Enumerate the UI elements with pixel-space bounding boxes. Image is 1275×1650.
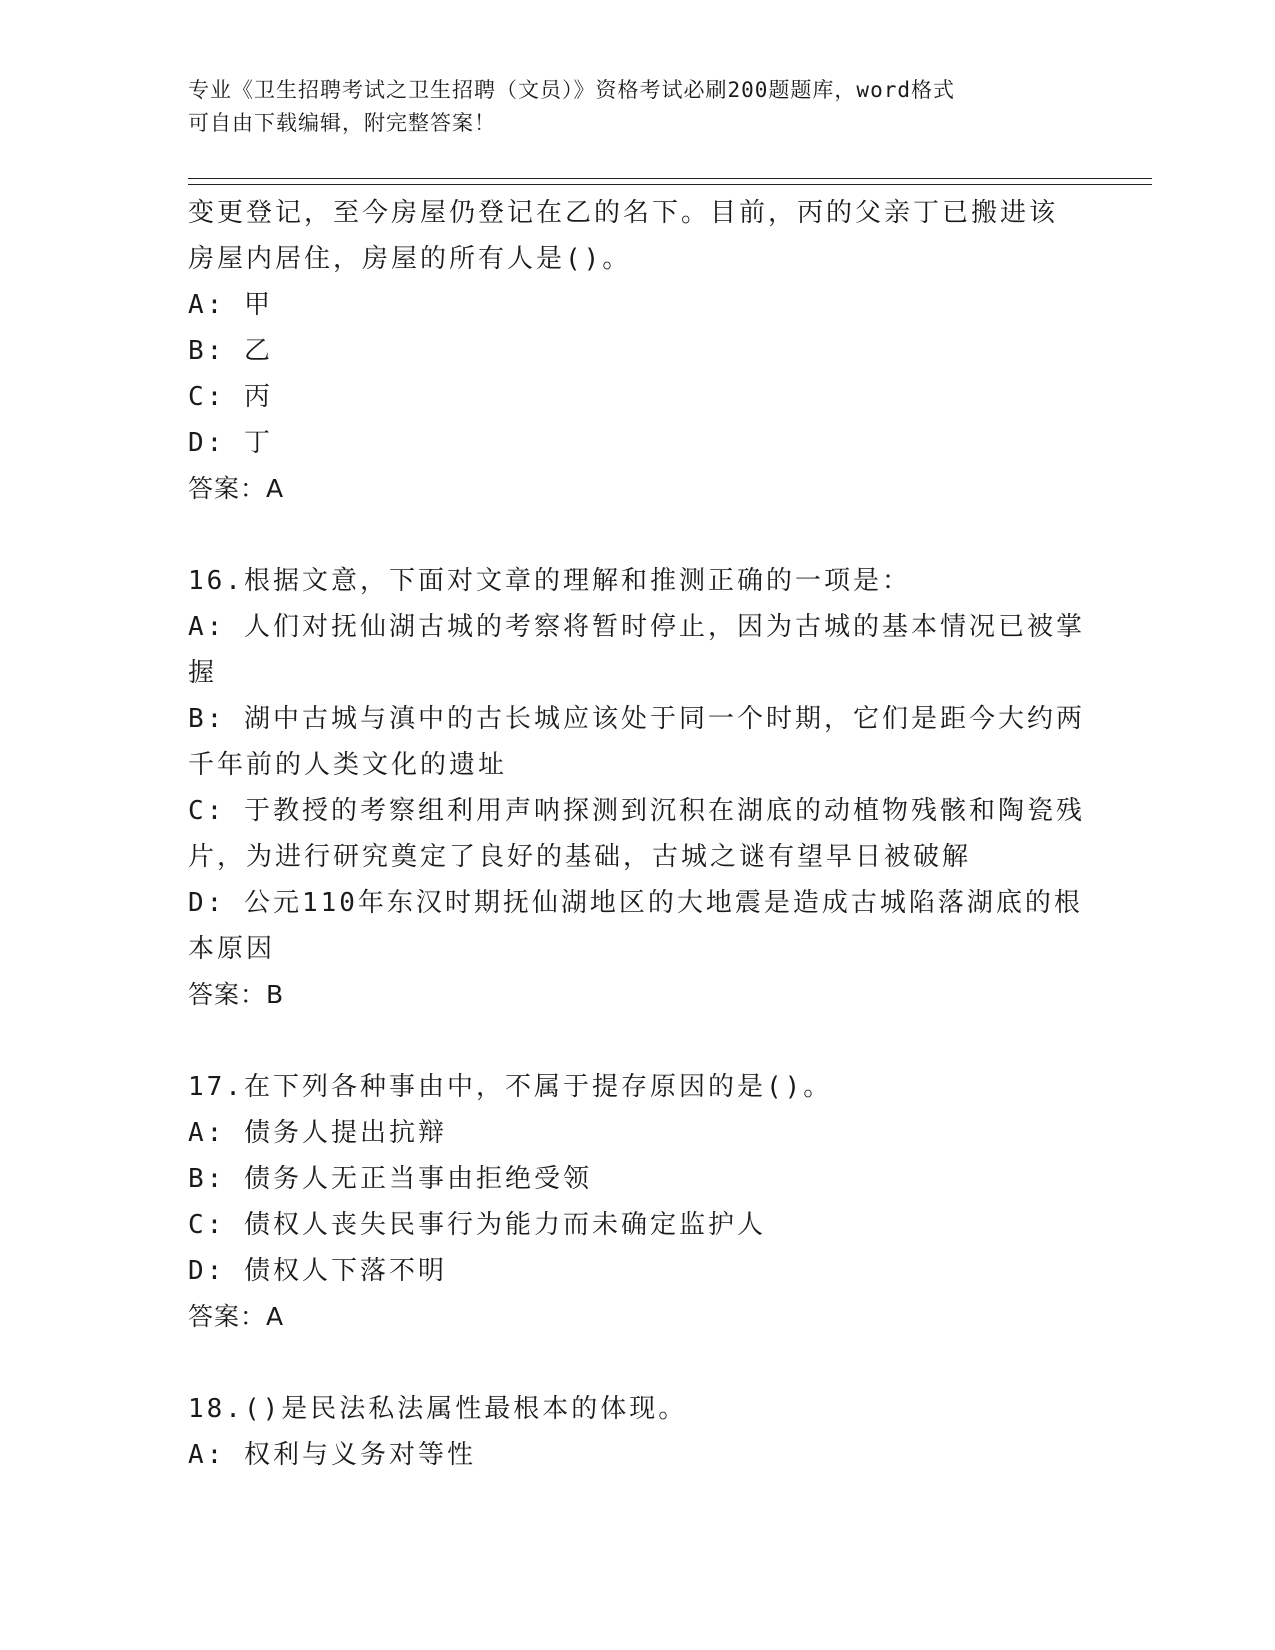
option-b: B: 债务人无正当事由拒绝受领 [188,1164,592,1194]
question-17 [188,1064,1088,1340]
option-d: D: 丁 [188,428,273,458]
header-line-1: 专业《卫生招聘考试之卫生招聘（文员）》资格考试必刷200题题库，word格式 [188,78,955,102]
option-d: D: 债权人下落不明 [188,1256,447,1286]
spacer [188,1018,1088,1064]
answer: 答案：B [188,980,285,1009]
question-stem: 18.()是民法私法属性最根本的体现。 [188,1394,688,1424]
answer: 答案：A [188,474,285,503]
spacer [188,1340,1088,1386]
question-content [188,190,1088,1478]
question-16 [188,558,1088,1018]
option-a: A: 人们对抚仙湖古城的考察将暂时停止，因为古城的基本情况已被掌 [188,612,1085,642]
option-c-cont: 片，为进行研究奠定了良好的基础，古城之谜有望早日被破解 [188,842,972,872]
answer: 答案：A [188,1302,285,1331]
option-a: A: 甲 [188,290,273,320]
option-b: B: 乙 [188,336,273,366]
option-b-cont: 千年前的人类文化的遗址 [188,750,508,780]
question-stem: 房屋内居住，房屋的所有人是()。 [188,244,632,274]
question-stem: 变更登记，至今房屋仍登记在乙的名下。目前，丙的父亲丁已搬进该 [188,198,1059,228]
option-a-cont: 握 [188,658,218,688]
option-a: A: 债务人提出抗辩 [188,1118,447,1148]
option-b: B: 湖中古城与滇中的古长城应该处于同一个时期，它们是距今大约两 [188,704,1085,734]
document-header [188,74,1088,140]
header-line-2: 可自由下载编辑，附完整答案！ [188,111,496,135]
question-stem: 16.根据文意，下面对文章的理解和推测正确的一项是： [188,566,911,596]
option-c: C: 丙 [188,382,273,412]
question-15 [188,190,1088,512]
option-d: D: 公元110年东汉时期抚仙湖地区的大地震是造成古城陷落湖底的根 [188,888,1083,918]
option-c: C: 于教授的考察组利用声呐探测到沉积在湖底的动植物残骸和陶瓷残 [188,796,1085,826]
option-a: A: 权利与义务对等性 [188,1440,476,1470]
question-stem: 17.在下列各种事由中，不属于提存原因的是()。 [188,1072,833,1102]
question-18 [188,1386,1088,1478]
header-divider-bottom [188,184,1152,185]
option-c: C: 债权人丧失民事行为能力而未确定监护人 [188,1210,766,1240]
header-divider-top [188,178,1152,179]
option-d-cont: 本原因 [188,934,276,964]
spacer [188,512,1088,558]
